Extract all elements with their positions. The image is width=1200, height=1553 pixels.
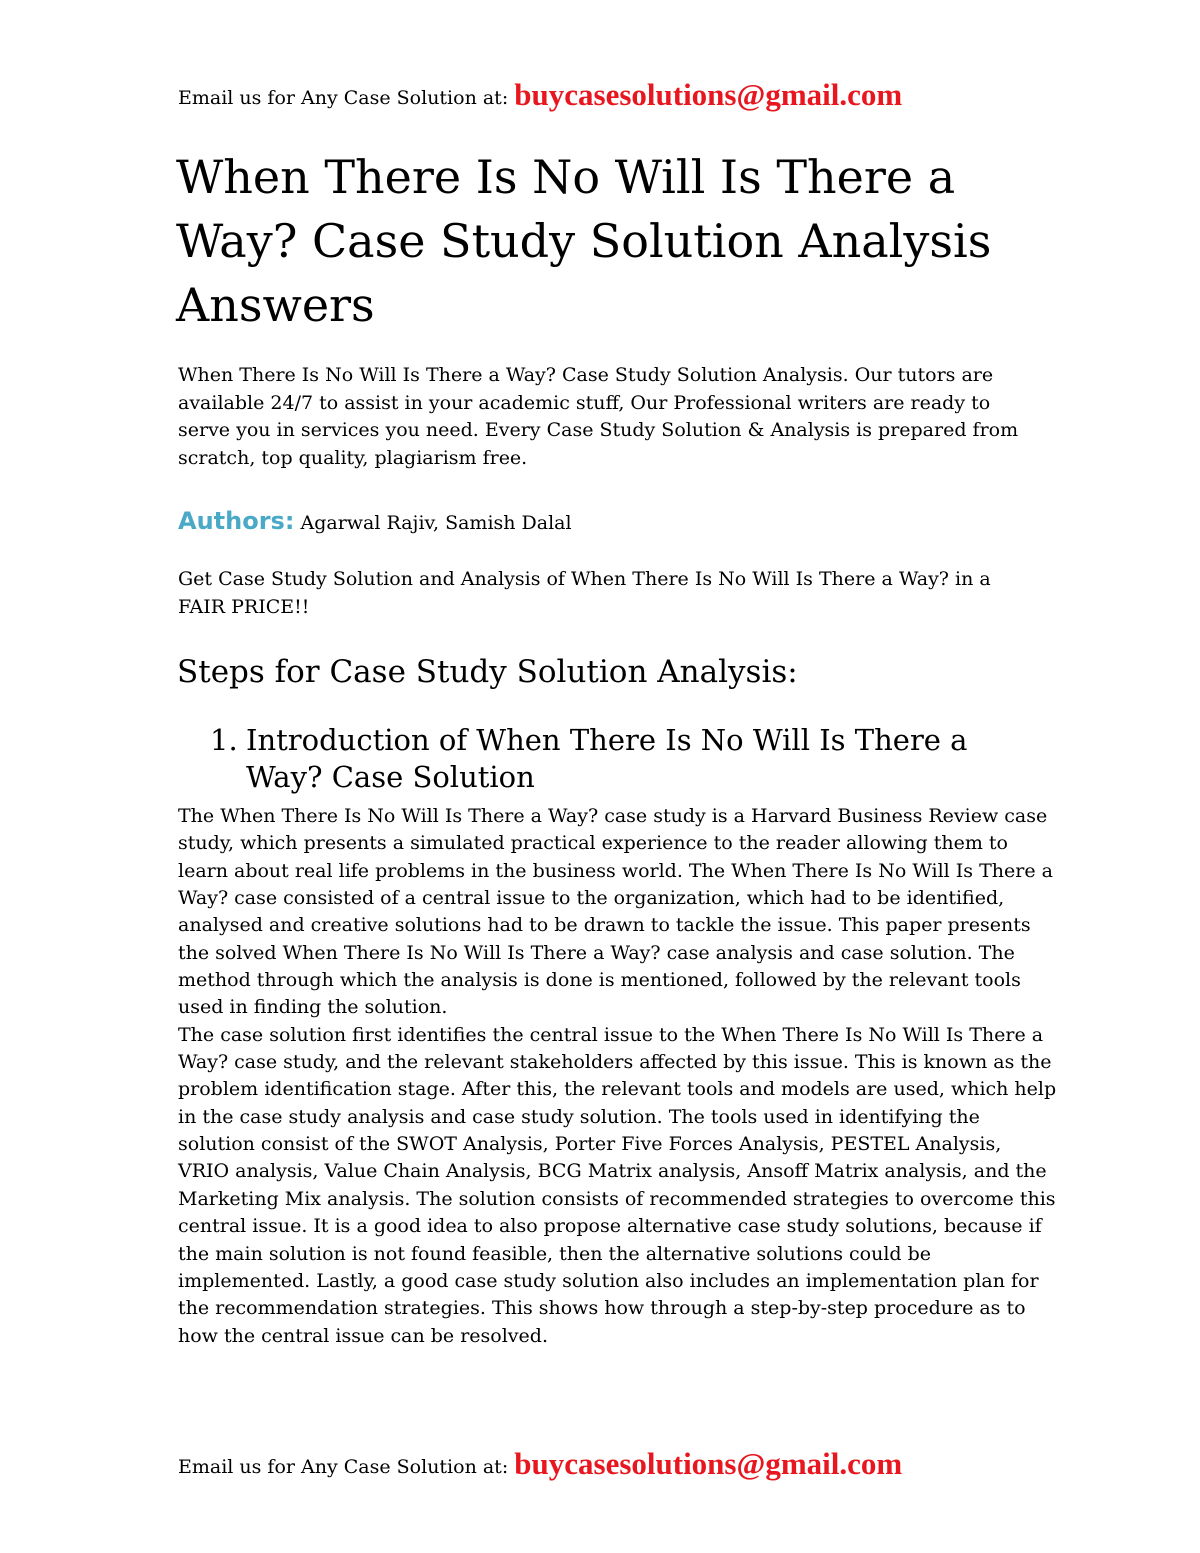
footer-email-label: Email us for Any Case Solution at:: [178, 1456, 509, 1478]
body-paragraph-2: The case solution first identifies the central issue to the When There Is No Will Is There a Way? case study, and the relevant stakeholders affected by this issue. This is known as the problem identification stage. After this, the relevant tools and models are used, which help in the case study analysis and case study solution. The tools used in identifying the solution consist of the SWOT Analysis, Porter Five Forces Analysis, PESTEL Analysis, VRIO analysis, Value Chain Analysis, BCG Matrix analysis, Ansoff Matrix analysis, and the Marketing Mix analysis. The solution consists of recommended strategies to overcome this central issue. It is a good idea to also propose alternative case study solutions, because if the main solution is not found feasible, then the alternative solutions could be implemented. Lastly, a good case study solution also includes an implementation plan for the recommendation strategies. This shows how through a step-by-step procedure as to how the central issue can be resolved.: [178, 1023, 1057, 1347]
footer-email-address[interactable]: buycasesolutions@gmail.com: [514, 1446, 903, 1481]
authors-line: [178, 503, 1038, 541]
authors-names: Agarwal Rajiv, Samish Dalal: [300, 512, 572, 534]
authors-label: Authors:: [178, 507, 295, 535]
offer-paragraph: Get Case Study Solution and Analysis of When There Is No Will Is There a Way? in a FAIR PRICE!!: [178, 568, 991, 618]
document-title: When There Is No Will Is There a Way? Case Study Solution Analysis Answers: [176, 150, 992, 332]
step-1-title: Introduction of When There Is No Will Is There a Way? Case Solution: [246, 723, 968, 794]
footer-email-line: [178, 1446, 1038, 1482]
header-email-address[interactable]: buycasesolutions@gmail.com: [514, 77, 903, 112]
body-paragraph-1: The When There Is No Will Is There a Way? case study is a Harvard Business Review case study, which presents a simulated practical experience to the reader allowing them to learn about real life problems in the business world. The When There Is No Will Is There a Way? case consisted of a central issue to the organization, which had to be identified, analysed and creative solutions had to be drawn to tackle the issue. This paper presents the solved When There Is No Will Is There a Way? case analysis and case solution. The method through which the analysis is done is mentioned, followed by the relevant tools used in finding the solution.: [178, 805, 1053, 1019]
step-1-heading: [210, 722, 1010, 796]
header-email-line: [178, 77, 1038, 113]
intro-paragraph: When There Is No Will Is There a Way? Case Study Solution Analysis. Our tutors are available 24/7 to assist in your academic stuff, Our Professional writers are ready to serve you in services you need. Every Case Study Solution & Analysis is prepared from scratch, top quality, plagiarism free.: [178, 364, 1019, 469]
step-1-body: [178, 803, 1058, 1350]
step-1-number: 1.: [210, 723, 238, 757]
header-email-label: Email us for Any Case Solution at:: [178, 87, 509, 109]
steps-heading: Steps for Case Study Solution Analysis:: [177, 654, 798, 690]
